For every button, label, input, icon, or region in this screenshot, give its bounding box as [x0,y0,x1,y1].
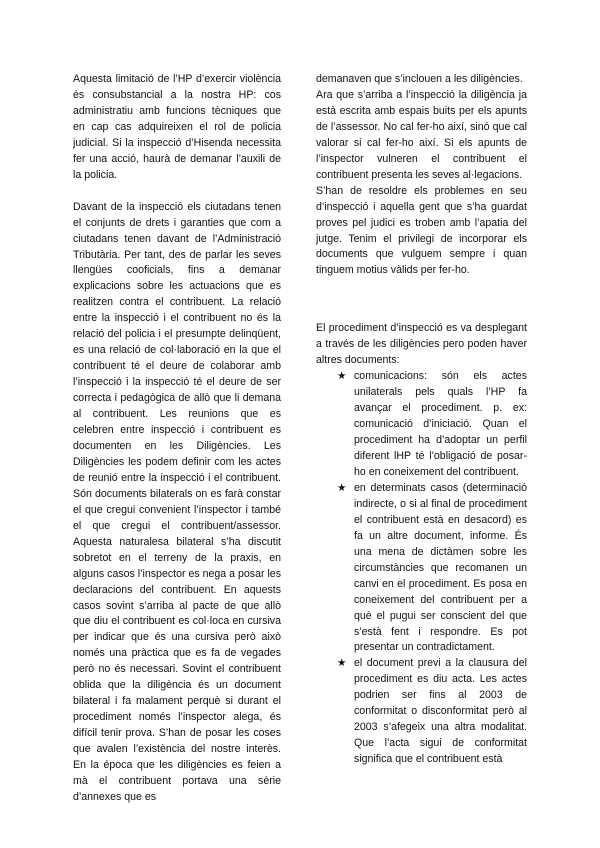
star-bullet-icon: ★ [337,370,347,383]
list-item-text: en determinats casos (determinació indirecte, o si al final de procediment el contribuent està en desacord) es fa un altre document, informe. És una mena de dictàmen sobre les circumstàncies que recomanen un canvi en el procediment. Es posa en coneixement del contribuent per a què el pugui ser conscient del que s’està fent i respondre. Es pot presentar un contradictament. [354,481,527,654]
paragraph-continuation: demanaven que s’inclouen a les diligències. [316,73,523,85]
list-item [316,369,527,481]
document-types-list [316,369,527,768]
list-item-text: comunicacions: són els actes unilaterals pels quals l’HP fa avançar el procediment. p. ex: comunicació d’iniciació. Quan el procediment ha d’adoptar un perfil diferent lHP té l’obligació de posar-ho en coneixement del contribuent. [354,370,527,478]
right-column [316,72,527,768]
list-item [316,656,527,768]
left-column [73,72,281,806]
paragraph-hp-limitation: Aquesta limitació de l’HP d’exercir violència és consubstancial a la nostra HP: cos administratiu amb funcions tècniques que en cap cas adquireixen el rol de policia judicial. Si la inspecció d’Hisenda necessita fer una acció, haurà de demanar l’auxili de la policia. [73,73,281,181]
star-bullet-icon: ★ [337,481,347,494]
paragraph-resolve-problems: S’han de resoldre els problemes en seu d’inspecció i aquella gent que s’ha guardat proves pel judici es troben amb l’apatia del jutge. Tenim el privilegi de incorporar els documents que vulguem sempre i quan tinguem motius vàlids per fer-ho. [316,184,527,277]
paragraph-citizen-rights: Davant de la inspecció els ciutadans tenen el conjunts de drets i garanties que com a ciutadans tenen davant de l’Administració Tributària. Per tant, des de parlar les seves llengües cooficials, fins a demanar explicacions sobre les actuacions que es realitzen contra el contribuent. La relació entre la inspecció i el contribuent no és la relació del policia i el presumpte delinqüent, es una relació de col·laboració en la que el contribuent té el deure de colaborar amb l’inspecció i la inspecció té el deure de ser correcta i pedagògica de allò que li demana al contribuent. Les reunions que es celebren entre inspecció i contribuent es documenten en les Diligències. Les Diligències les podem definir com les actes de reunió entre la inspecció i el contribuent. Són documents bilaterals on es farà constar el que cregui convenient l’inspector i també el que cregui el contribuent/assessor. Aquesta naturalesa bilateral s’ha discutit sobretot en el terreny de la praxis, en alguns casos l’inspector es nega a posar les declaracions del contribuent. En aquests casos sovint s’arriba al pacte de que allò que diu el contribuent es col·loca en cursiva per indicar que és una cursiva però això només una pràctica que es fa de vegades però no és necessari. Sovint el contribuent oblida que la diligència és un document bilateral i fa malament perquè si durant el procediment només l’inspector alega, és difícil tenir prova. S’han de posar les coses que avalen l’existència del nostre interès. En la época que les diligències es feien a mà el contribuent portava una sèrie d’annexes que es [73,200,281,803]
list-item-text: el document previ a la clausura del procediment es diu acta. Les actes podrien ser fins al 2003 de conformitat o disconformitat però al 2003 s’afegeix una altra modalitat. Que l’acta sigui de conformitat significa que el contribuent està [354,657,527,766]
star-bullet-icon: ★ [337,657,347,670]
paragraph-procedure-intro: El procediment d’inspecció es va desplegant a través de les diligències pero poden haver altres documents: [316,322,527,367]
list-item [316,481,527,656]
paragraph-assessor-notes: Ara que s’arriba a l’inspecció la diligència ja està escrita amb espais buits per els apunts de l’assessor. No cal fer-ho així, sinó que cal valorar si cal fer-ho així. Si els apunts de l’inspector vulneren el contribuent el contribuent presenta les seves al·legacions. [316,88,527,181]
